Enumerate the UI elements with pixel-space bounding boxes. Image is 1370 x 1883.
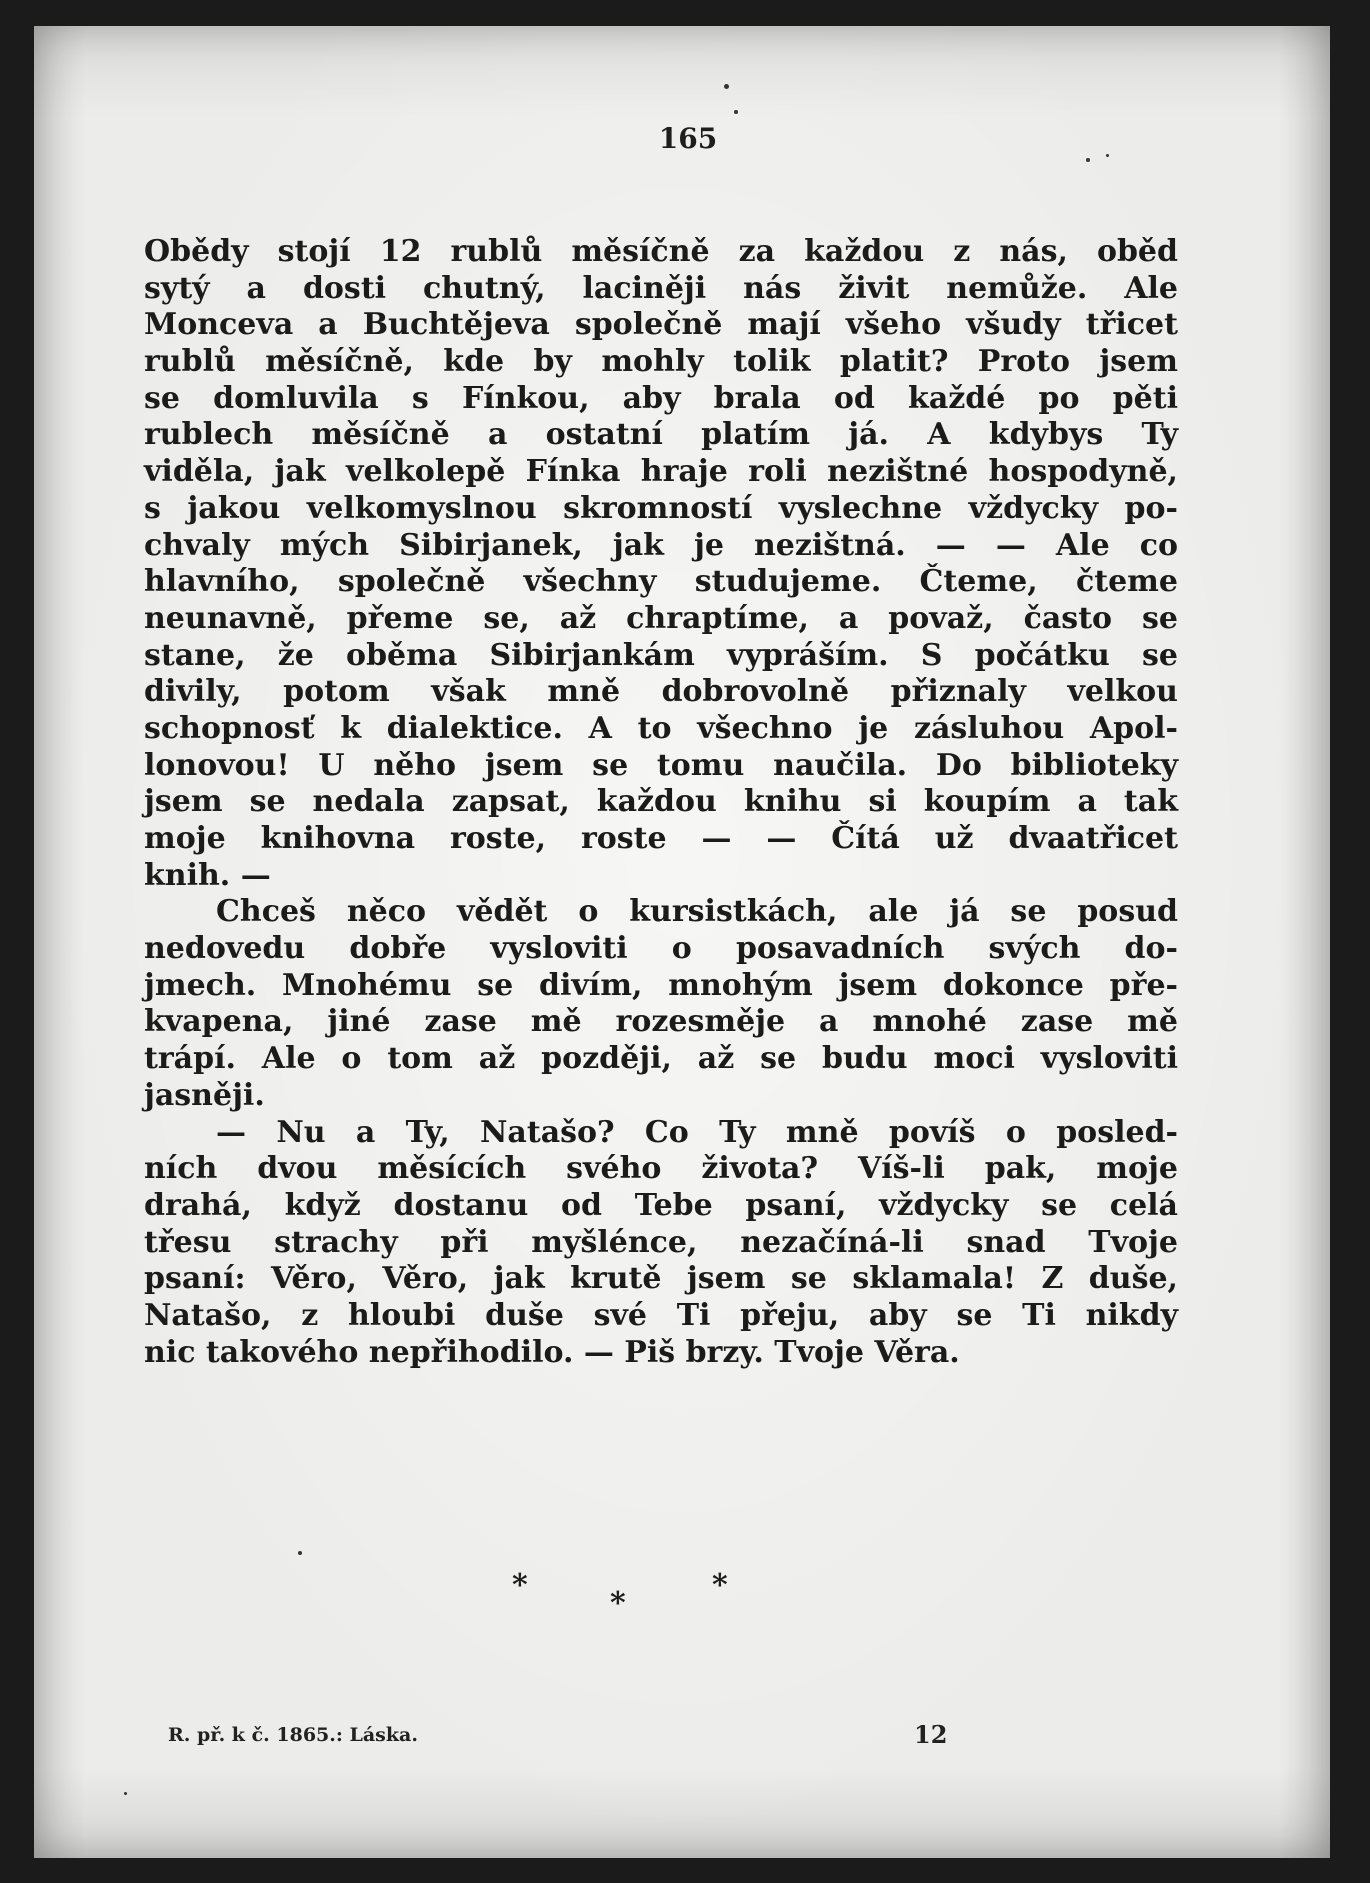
- text-line: nic takového nepřihodilo. — Piš brzy. Tvoje Věra.: [144, 1334, 960, 1370]
- text-line: Natašo, z hloubi duše své Ti přeju, aby se Ti nikdy: [144, 1297, 1178, 1333]
- text-line: jasněji.: [144, 1077, 265, 1113]
- scan-speck: [724, 84, 729, 89]
- text-line: s jakou velkomyslnou skromností vyslechne vždycky po-: [144, 490, 1178, 526]
- text-line: kvapena, jiné zase mě rozesměje a mnohé zase mě: [144, 1004, 1178, 1040]
- text-line: divily, potom však mně dobrovolně přiznaly velkou: [144, 674, 1178, 710]
- scan-speck: [124, 1792, 127, 1795]
- text-line: hlavního, společně všechny studujeme. Čteme, čteme: [144, 564, 1178, 600]
- asterisk: *: [610, 1586, 626, 1621]
- scan-speck: [298, 1551, 302, 1555]
- body-text: [144, 234, 1178, 1371]
- text-line: stane, že oběma Sibirjankám vypráším. S počátku se: [144, 637, 1178, 673]
- footer-signature: R. př. k č. 1865.: Láska.: [168, 1724, 418, 1746]
- text-line: knih. —: [144, 857, 271, 893]
- text-line: sytý a dosti chutný, laciněji nás živit nemůže. Ale: [144, 270, 1178, 306]
- text-line: jsem se nedala zapsat, každou knihu si koupím a tak: [144, 784, 1178, 820]
- asterisk: *: [712, 1568, 728, 1603]
- text-line: psaní: Věro, Věro, jak krutě jsem se sklamala! Z duše,: [144, 1261, 1178, 1297]
- text-line: nedovedu dobře vysloviti o posavadních svých do-: [144, 931, 1178, 967]
- scan-speck: [1106, 154, 1109, 157]
- text-line: schopnosť k dialektice. A to všechno je zásluhou Apol-: [144, 710, 1178, 746]
- section-asterisks: [34, 1568, 1330, 1628]
- text-line: chvaly mých Sibirjanek, jak je nezištná. — — Ale co: [144, 527, 1178, 563]
- asterisk: *: [512, 1568, 528, 1603]
- text-line: Obědy stojí 12 rublů měsíčně za každou z nás, oběd: [144, 234, 1178, 269]
- text-line: drahá, když dostanu od Tebe psaní, vždycky se celá: [144, 1187, 1178, 1223]
- text-line: rublech měsíčně a ostatní platím já. A kdybys Ty: [144, 417, 1178, 453]
- footer-sheet-number: 12: [914, 1720, 948, 1749]
- text-line: viděla, jak velkolepě Fínka hraje roli nezištné hospodyně,: [144, 454, 1178, 490]
- text-line: Chceš něco vědět o kursistkách, ale já se posud: [216, 894, 1178, 930]
- text-line: třesu strachy při myšlénce, nezačíná-li snad Tvoje: [144, 1224, 1178, 1260]
- text-line: — Nu a Ty, Natašo? Co Ty mně povíš o posled-: [216, 1114, 1178, 1150]
- text-line: lonovou! U něho jsem se tomu naučila. Do biblioteky: [144, 747, 1178, 783]
- text-line: Monceva a Buchtějeva společně mají všeho všudy třicet: [144, 307, 1178, 343]
- text-line: neunavně, přeme se, až chraptíme, a považ, často se: [144, 600, 1178, 636]
- text-line: jmech. Mnohému se divím, mnohým jsem dokonce pře-: [144, 967, 1178, 1003]
- text-line: rublů měsíčně, kde by mohly tolik platit? Proto jsem: [144, 344, 1178, 380]
- book-page: [34, 26, 1330, 1858]
- text-line: trápí. Ale o tom až později, až se budu moci vysloviti: [144, 1041, 1178, 1077]
- text-line: se domluvila s Fínkou, aby brala od každé po pěti: [144, 380, 1178, 416]
- text-line: ních dvou měsících svého života? Víš-li pak, moje: [144, 1151, 1178, 1187]
- scan-speck: [734, 110, 738, 114]
- text-line: moje knihovna roste, roste — — Čítá už dvaatřicet: [144, 821, 1178, 856]
- page-number: 165: [658, 122, 718, 155]
- scan-speck: [1086, 158, 1090, 162]
